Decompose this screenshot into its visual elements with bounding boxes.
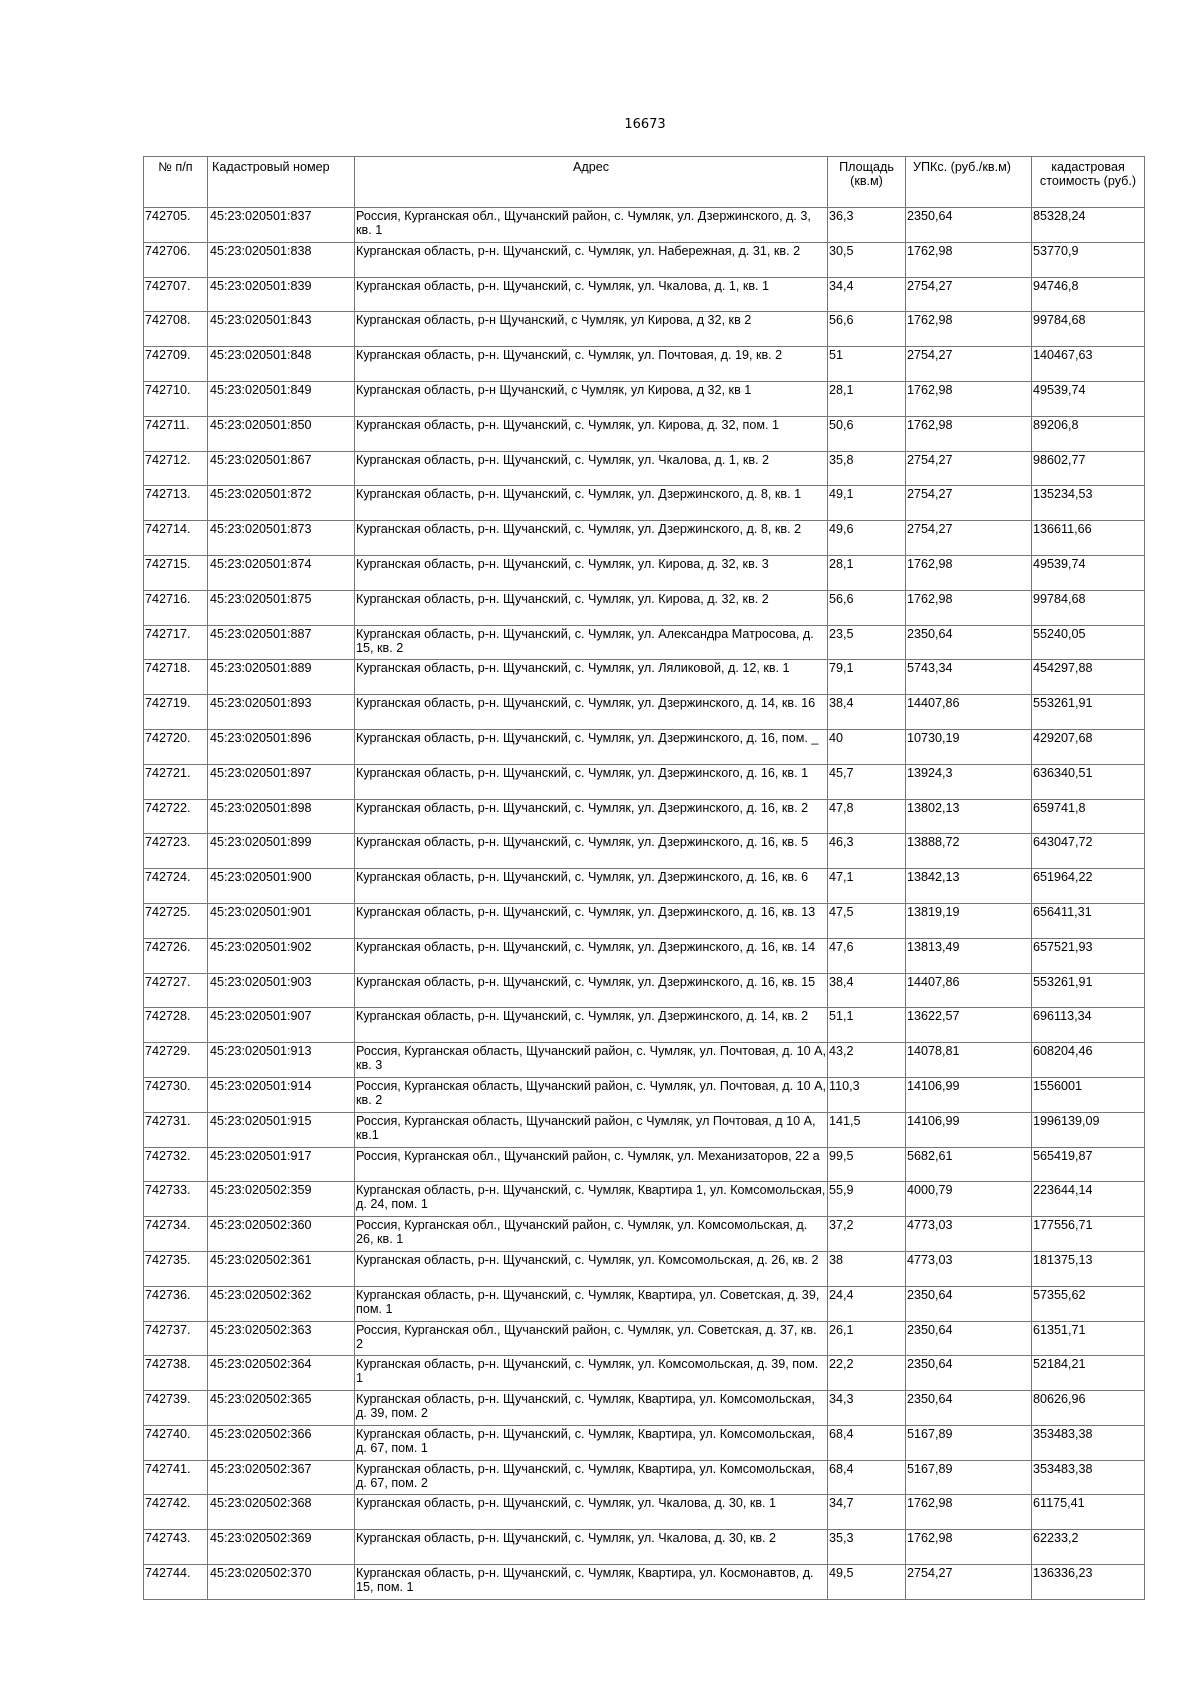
cell-cadastral-value: 659741,8 xyxy=(1032,799,1145,834)
cell-number: 742731. xyxy=(144,1112,208,1147)
cell-upks: 1762,98 xyxy=(906,1530,1032,1565)
cell-upks: 1762,98 xyxy=(906,590,1032,625)
cadastral-register-table xyxy=(143,156,1145,1600)
cell-cadastral-value: 643047,72 xyxy=(1032,834,1145,869)
cell-cadastral-value: 353483,38 xyxy=(1032,1425,1145,1460)
cell-cadastral-number: 45:23:020501:913 xyxy=(208,1043,355,1078)
cell-address: Курганская область, р-н. Щучанский, с. Чумляк, ул. Дзержинского, д. 16, кв. 6 xyxy=(355,869,828,904)
cell-cadastral-value: 98602,77 xyxy=(1032,451,1145,486)
cell-address: Курганская область, р-н. Щучанский, с. Чумляк, ул. Дзержинского, д. 16, кв. 15 xyxy=(355,973,828,1008)
page-number: 16673 xyxy=(624,117,666,132)
cell-area: 47,8 xyxy=(828,799,906,834)
table-row xyxy=(144,973,1145,1008)
cell-upks: 1762,98 xyxy=(906,242,1032,277)
cell-number: 742739. xyxy=(144,1391,208,1426)
cell-area: 79,1 xyxy=(828,660,906,695)
cell-upks: 2754,27 xyxy=(906,521,1032,556)
cell-cadastral-value: 61351,71 xyxy=(1032,1321,1145,1356)
cell-upks: 14106,99 xyxy=(906,1112,1032,1147)
cell-number: 742727. xyxy=(144,973,208,1008)
cell-address: Курганская область, р-н. Щучанский, с. Чумляк, Квартира, ул. Космонавтов, д. 15, пом. 1 xyxy=(355,1565,828,1600)
cell-area: 50,6 xyxy=(828,416,906,451)
cell-cadastral-value: 1996139,09 xyxy=(1032,1112,1145,1147)
cell-cadastral-number: 45:23:020502:368 xyxy=(208,1495,355,1530)
cell-number: 742707. xyxy=(144,277,208,312)
cell-upks: 2754,27 xyxy=(906,1565,1032,1600)
cell-cadastral-number: 45:23:020502:369 xyxy=(208,1530,355,1565)
cell-number: 742715. xyxy=(144,555,208,590)
table-row xyxy=(144,729,1145,764)
cell-cadastral-number: 45:23:020501:875 xyxy=(208,590,355,625)
cell-number: 742740. xyxy=(144,1425,208,1460)
cell-area: 38 xyxy=(828,1251,906,1286)
table-row xyxy=(144,1286,1145,1321)
table-row xyxy=(144,1460,1145,1495)
cell-address: Россия, Курганская область, Щучанский район, с Чумляк, ул Почтовая, д 10 А, кв.1 xyxy=(355,1112,828,1147)
table-row xyxy=(144,1356,1145,1391)
table-row xyxy=(144,660,1145,695)
cell-upks: 2754,27 xyxy=(906,277,1032,312)
cell-upks: 14407,86 xyxy=(906,695,1032,730)
cell-address: Россия, Курганская обл., Щучанский район, с. Чумляк, ул. Советская, д. 37, кв. 2 xyxy=(355,1321,828,1356)
cell-upks: 4773,03 xyxy=(906,1217,1032,1252)
cell-area: 34,4 xyxy=(828,277,906,312)
cell-upks: 14078,81 xyxy=(906,1043,1032,1078)
cell-number: 742721. xyxy=(144,764,208,799)
cell-upks: 13819,19 xyxy=(906,903,1032,938)
cell-address: Курганская область, р-н Щучанский, с Чумляк, ул Кирова, д 32, кв 2 xyxy=(355,312,828,347)
cell-cadastral-value: 429207,68 xyxy=(1032,729,1145,764)
cell-cadastral-number: 45:23:020501:896 xyxy=(208,729,355,764)
cell-area: 47,6 xyxy=(828,938,906,973)
cell-number: 742724. xyxy=(144,869,208,904)
table-row xyxy=(144,1530,1145,1565)
cell-number: 742729. xyxy=(144,1043,208,1078)
cell-address: Курганская область, р-н. Щучанский, с. Чумляк, ул. Кирова, д. 32, кв. 3 xyxy=(355,555,828,590)
cell-cadastral-number: 45:23:020502:370 xyxy=(208,1565,355,1600)
cell-cadastral-value: 52184,21 xyxy=(1032,1356,1145,1391)
cell-address: Курганская область, р-н. Щучанский, с. Чумляк, ул. Комсомольская, д. 39, пом. 1 xyxy=(355,1356,828,1391)
table-header-row xyxy=(144,157,1145,208)
table-row xyxy=(144,938,1145,973)
cell-number: 742719. xyxy=(144,695,208,730)
table-row xyxy=(144,799,1145,834)
cell-upks: 2754,27 xyxy=(906,347,1032,382)
cell-address: Курганская область, р-н. Щучанский, с. Чумляк, Квартира 1, ул. Комсомольская, д. 24, пом. 1 xyxy=(355,1182,828,1217)
cell-address: Курганская область, р-н. Щучанский, с. Чумляк, ул. Дзержинского, д. 16, кв. 14 xyxy=(355,938,828,973)
cell-number: 742732. xyxy=(144,1147,208,1182)
cell-area: 23,5 xyxy=(828,625,906,660)
cell-upks: 5682,61 xyxy=(906,1147,1032,1182)
cell-area: 43,2 xyxy=(828,1043,906,1078)
table-row xyxy=(144,625,1145,660)
cell-cadastral-number: 45:23:020502:365 xyxy=(208,1391,355,1426)
cell-address: Россия, Курганская обл., Щучанский район, с. Чумляк, ул. Механизаторов, 22 а xyxy=(355,1147,828,1182)
cell-upks: 4773,03 xyxy=(906,1251,1032,1286)
table-row xyxy=(144,1217,1145,1252)
cell-cadastral-number: 45:23:020501:872 xyxy=(208,486,355,521)
cell-area: 49,5 xyxy=(828,1565,906,1600)
cell-cadastral-number: 45:23:020501:873 xyxy=(208,521,355,556)
cell-cadastral-value: 99784,68 xyxy=(1032,312,1145,347)
cell-area: 51 xyxy=(828,347,906,382)
cell-address: Россия, Курганская область, Щучанский район, с. Чумляк, ул. Почтовая, д. 10 А, кв. 3 xyxy=(355,1043,828,1078)
cell-number: 742722. xyxy=(144,799,208,834)
cell-area: 55,9 xyxy=(828,1182,906,1217)
cell-cadastral-value: 85328,24 xyxy=(1032,208,1145,243)
table-row xyxy=(144,208,1145,243)
cell-upks: 1762,98 xyxy=(906,555,1032,590)
cell-address: Курганская область, р-н. Щучанский, с. Чумляк, ул. Дзержинского, д. 14, кв. 16 xyxy=(355,695,828,730)
cell-number: 742735. xyxy=(144,1251,208,1286)
cell-cadastral-value: 657521,93 xyxy=(1032,938,1145,973)
cell-upks: 5743,34 xyxy=(906,660,1032,695)
cell-address: Курганская область, р-н. Щучанский, с. Чумляк, ул. Комсомольская, д. 26, кв. 2 xyxy=(355,1251,828,1286)
cell-address: Россия, Курганская область, Щучанский район, с. Чумляк, ул. Почтовая, д. 10 А, кв. 2 xyxy=(355,1077,828,1112)
cell-area: 38,4 xyxy=(828,695,906,730)
cell-cadastral-value: 89206,8 xyxy=(1032,416,1145,451)
cell-cadastral-number: 45:23:020501:848 xyxy=(208,347,355,382)
cell-area: 38,4 xyxy=(828,973,906,1008)
cell-number: 742706. xyxy=(144,242,208,277)
table-row xyxy=(144,1321,1145,1356)
table-row xyxy=(144,381,1145,416)
cell-cadastral-number: 45:23:020502:361 xyxy=(208,1251,355,1286)
cell-area: 26,1 xyxy=(828,1321,906,1356)
cell-cadastral-value: 181375,13 xyxy=(1032,1251,1145,1286)
cell-number: 742720. xyxy=(144,729,208,764)
cell-upks: 2350,64 xyxy=(906,625,1032,660)
cell-area: 34,3 xyxy=(828,1391,906,1426)
cell-cadastral-number: 45:23:020501:850 xyxy=(208,416,355,451)
cell-number: 742736. xyxy=(144,1286,208,1321)
cell-cadastral-value: 696113,34 xyxy=(1032,1008,1145,1043)
cell-cadastral-value: 53770,9 xyxy=(1032,242,1145,277)
table-row xyxy=(144,242,1145,277)
cell-number: 742742. xyxy=(144,1495,208,1530)
table-row xyxy=(144,1008,1145,1043)
cell-address: Россия, Курганская обл., Щучанский район, с. Чумляк, ул. Дзержинского, д. 3, кв. 1 xyxy=(355,208,828,243)
cell-number: 742723. xyxy=(144,834,208,869)
cell-cadastral-number: 45:23:020501:893 xyxy=(208,695,355,730)
table-row xyxy=(144,555,1145,590)
cell-cadastral-number: 45:23:020502:364 xyxy=(208,1356,355,1391)
cell-number: 742711. xyxy=(144,416,208,451)
cell-address: Курганская область, р-н. Щучанский, с. Чумляк, ул. Набережная, д. 31, кв. 2 xyxy=(355,242,828,277)
cell-area: 35,8 xyxy=(828,451,906,486)
cell-number: 742709. xyxy=(144,347,208,382)
table-row xyxy=(144,1112,1145,1147)
cell-cadastral-number: 45:23:020501:914 xyxy=(208,1077,355,1112)
cell-address: Курганская область, р-н. Щучанский, с. Чумляк, ул. Дзержинского, д. 14, кв. 2 xyxy=(355,1008,828,1043)
cell-upks: 1762,98 xyxy=(906,416,1032,451)
cell-address: Курганская область, р-н. Щучанский, с. Чумляк, Квартира, ул. Советская, д. 39, пом. 1 xyxy=(355,1286,828,1321)
cell-cadastral-value: 553261,91 xyxy=(1032,973,1145,1008)
table-row xyxy=(144,1391,1145,1426)
cell-area: 49,1 xyxy=(828,486,906,521)
table-row xyxy=(144,1182,1145,1217)
cell-upks: 14407,86 xyxy=(906,973,1032,1008)
cell-upks: 1762,98 xyxy=(906,1495,1032,1530)
cell-upks: 13842,13 xyxy=(906,869,1032,904)
cell-upks: 14106,99 xyxy=(906,1077,1032,1112)
cell-area: 51,1 xyxy=(828,1008,906,1043)
table-row xyxy=(144,903,1145,938)
table-row xyxy=(144,312,1145,347)
cell-upks: 13924,3 xyxy=(906,764,1032,799)
cell-cadastral-number: 45:23:020501:898 xyxy=(208,799,355,834)
cell-cadastral-value: 136336,23 xyxy=(1032,1565,1145,1600)
cell-cadastral-number: 45:23:020501:897 xyxy=(208,764,355,799)
cell-cadastral-value: 99784,68 xyxy=(1032,590,1145,625)
cell-number: 742738. xyxy=(144,1356,208,1391)
table-row xyxy=(144,486,1145,521)
header-area: Площадь (кв.м) xyxy=(828,157,906,208)
cell-number: 742714. xyxy=(144,521,208,556)
cell-cadastral-number: 45:23:020501:899 xyxy=(208,834,355,869)
cell-address: Курганская область, р-н. Щучанский, с. Чумляк, Квартира, ул. Комсомольская, д. 39, пом. 2 xyxy=(355,1391,828,1426)
cell-number: 742718. xyxy=(144,660,208,695)
cell-cadastral-value: 49539,74 xyxy=(1032,381,1145,416)
cell-area: 35,3 xyxy=(828,1530,906,1565)
cell-cadastral-value: 553261,91 xyxy=(1032,695,1145,730)
cell-cadastral-number: 45:23:020502:366 xyxy=(208,1425,355,1460)
cell-cadastral-number: 45:23:020501:901 xyxy=(208,903,355,938)
cell-address: Россия, Курганская обл., Щучанский район, с. Чумляк, ул. Комсомольская, д. 26, кв. 1 xyxy=(355,1217,828,1252)
cell-cadastral-value: 177556,71 xyxy=(1032,1217,1145,1252)
table-row xyxy=(144,416,1145,451)
cell-cadastral-number: 45:23:020501:915 xyxy=(208,1112,355,1147)
cell-cadastral-value: 135234,53 xyxy=(1032,486,1145,521)
cell-area: 28,1 xyxy=(828,381,906,416)
cell-number: 742737. xyxy=(144,1321,208,1356)
table-row xyxy=(144,1147,1145,1182)
cell-cadastral-number: 45:23:020501:839 xyxy=(208,277,355,312)
table-row xyxy=(144,1425,1145,1460)
cell-number: 742744. xyxy=(144,1565,208,1600)
cell-number: 742726. xyxy=(144,938,208,973)
cell-cadastral-number: 45:23:020501:900 xyxy=(208,869,355,904)
cell-upks: 2754,27 xyxy=(906,486,1032,521)
cell-address: Курганская область, р-н. Щучанский, с. Чумляк, ул. Дзержинского, д. 16, пом. _ xyxy=(355,729,828,764)
cell-area: 37,2 xyxy=(828,1217,906,1252)
cell-upks: 1762,98 xyxy=(906,312,1032,347)
cell-area: 30,5 xyxy=(828,242,906,277)
table-row xyxy=(144,1043,1145,1078)
cell-upks: 13802,13 xyxy=(906,799,1032,834)
cell-upks: 2350,64 xyxy=(906,208,1032,243)
cell-area: 56,6 xyxy=(828,590,906,625)
cell-area: 46,3 xyxy=(828,834,906,869)
cell-upks: 2350,64 xyxy=(906,1321,1032,1356)
cell-number: 742734. xyxy=(144,1217,208,1252)
cell-upks: 4000,79 xyxy=(906,1182,1032,1217)
cell-number: 742717. xyxy=(144,625,208,660)
cell-area: 24,4 xyxy=(828,1286,906,1321)
cell-cadastral-value: 656411,31 xyxy=(1032,903,1145,938)
cell-number: 742705. xyxy=(144,208,208,243)
cell-cadastral-value: 136611,66 xyxy=(1032,521,1145,556)
cell-area: 68,4 xyxy=(828,1425,906,1460)
cell-upks: 2754,27 xyxy=(906,451,1032,486)
table-row xyxy=(144,451,1145,486)
cell-number: 742708. xyxy=(144,312,208,347)
cell-area: 56,6 xyxy=(828,312,906,347)
cell-number: 742710. xyxy=(144,381,208,416)
cell-address: Курганская область, р-н. Щучанский, с. Чумляк, ул. Дзержинского, д. 8, кв. 1 xyxy=(355,486,828,521)
cell-number: 742743. xyxy=(144,1530,208,1565)
cell-cadastral-number: 45:23:020501:907 xyxy=(208,1008,355,1043)
header-cadastral-value: кадастровая стоимость (руб.) xyxy=(1032,157,1145,208)
cell-address: Курганская область, р-н. Щучанский, с. Чумляк, ул. Ляликовой, д. 12, кв. 1 xyxy=(355,660,828,695)
cell-cadastral-value: 223644,14 xyxy=(1032,1182,1145,1217)
cell-cadastral-value: 49539,74 xyxy=(1032,555,1145,590)
cell-address: Курганская область, р-н. Щучанский, с. Чумляк, ул. Александра Матросова, д. 15, кв. 2 xyxy=(355,625,828,660)
cell-area: 45,7 xyxy=(828,764,906,799)
cell-cadastral-number: 45:23:020501:889 xyxy=(208,660,355,695)
cell-cadastral-number: 45:23:020501:867 xyxy=(208,451,355,486)
cell-cadastral-value: 140467,63 xyxy=(1032,347,1145,382)
cell-address: Курганская область, р-н. Щучанский, с. Чумляк, Квартира, ул. Комсомольская, д. 67, пом. 2 xyxy=(355,1460,828,1495)
cell-upks: 2350,64 xyxy=(906,1356,1032,1391)
cell-area: 47,1 xyxy=(828,869,906,904)
cell-number: 742713. xyxy=(144,486,208,521)
header-cadastral-number: Кадастровый номер xyxy=(208,157,355,208)
cell-number: 742725. xyxy=(144,903,208,938)
cell-cadastral-value: 651964,22 xyxy=(1032,869,1145,904)
cell-address: Курганская область, р-н. Щучанский, с. Чумляк, ул. Дзержинского, д. 16, кв. 13 xyxy=(355,903,828,938)
cell-area: 99,5 xyxy=(828,1147,906,1182)
cell-number: 742741. xyxy=(144,1460,208,1495)
cell-cadastral-number: 45:23:020501:838 xyxy=(208,242,355,277)
table-row xyxy=(144,277,1145,312)
cell-address: Курганская область, р-н. Щучанский, с. Чумляк, ул. Дзержинского, д. 16, кв. 5 xyxy=(355,834,828,869)
table-row xyxy=(144,521,1145,556)
cell-area: 141,5 xyxy=(828,1112,906,1147)
table-row xyxy=(144,1251,1145,1286)
cell-upks: 13888,72 xyxy=(906,834,1032,869)
cell-cadastral-value: 353483,38 xyxy=(1032,1460,1145,1495)
table-row xyxy=(144,695,1145,730)
cell-number: 742716. xyxy=(144,590,208,625)
cell-address: Курганская область, р-н Щучанский, с Чумляк, ул Кирова, д 32, кв 1 xyxy=(355,381,828,416)
cell-number: 742730. xyxy=(144,1077,208,1112)
table-row xyxy=(144,869,1145,904)
cell-area: 110,3 xyxy=(828,1077,906,1112)
cell-upks: 10730,19 xyxy=(906,729,1032,764)
table-row xyxy=(144,834,1145,869)
cell-cadastral-number: 45:23:020502:363 xyxy=(208,1321,355,1356)
table-row xyxy=(144,347,1145,382)
cell-cadastral-value: 80626,96 xyxy=(1032,1391,1145,1426)
cell-cadastral-value: 565419,87 xyxy=(1032,1147,1145,1182)
cell-area: 28,1 xyxy=(828,555,906,590)
cell-number: 742733. xyxy=(144,1182,208,1217)
cell-cadastral-value: 62233,2 xyxy=(1032,1530,1145,1565)
cell-address: Курганская область, р-н. Щучанский, с. Чумляк, ул. Чкалова, д. 30, кв. 1 xyxy=(355,1495,828,1530)
cell-cadastral-number: 45:23:020502:359 xyxy=(208,1182,355,1217)
table-row xyxy=(144,590,1145,625)
cell-upks: 2350,64 xyxy=(906,1391,1032,1426)
cell-cadastral-number: 45:23:020502:367 xyxy=(208,1460,355,1495)
cell-cadastral-number: 45:23:020501:887 xyxy=(208,625,355,660)
cell-address: Курганская область, р-н. Щучанский, с. Чумляк, ул. Кирова, д. 32, пом. 1 xyxy=(355,416,828,451)
table-row xyxy=(144,1565,1145,1600)
cell-cadastral-value: 636340,51 xyxy=(1032,764,1145,799)
cell-address: Курганская область, р-н. Щучанский, с. Чумляк, ул. Чкалова, д. 30, кв. 2 xyxy=(355,1530,828,1565)
cell-address: Курганская область, р-н. Щучанский, с. Чумляк, ул. Дзержинского, д. 16, кв. 1 xyxy=(355,764,828,799)
cell-upks: 13622,57 xyxy=(906,1008,1032,1043)
cell-cadastral-number: 45:23:020502:362 xyxy=(208,1286,355,1321)
cell-number: 742712. xyxy=(144,451,208,486)
table-row xyxy=(144,1077,1145,1112)
cell-address: Курганская область, р-н. Щучанский, с. Чумляк, Квартира, ул. Комсомольская, д. 67, пом. 1 xyxy=(355,1425,828,1460)
table-row xyxy=(144,764,1145,799)
cell-cadastral-number: 45:23:020502:360 xyxy=(208,1217,355,1252)
cell-cadastral-value: 55240,05 xyxy=(1032,625,1145,660)
table-row xyxy=(144,1495,1145,1530)
cell-cadastral-value: 57355,62 xyxy=(1032,1286,1145,1321)
cell-cadastral-number: 45:23:020501:917 xyxy=(208,1147,355,1182)
cell-upks: 1762,98 xyxy=(906,381,1032,416)
cell-cadastral-number: 45:23:020501:843 xyxy=(208,312,355,347)
cell-upks: 5167,89 xyxy=(906,1425,1032,1460)
header-upks: УПКс. (руб./кв.м) xyxy=(906,157,1032,208)
cell-number: 742728. xyxy=(144,1008,208,1043)
cell-area: 68,4 xyxy=(828,1460,906,1495)
cell-address: Курганская область, р-н. Щучанский, с. Чумляк, ул. Кирова, д. 32, кв. 2 xyxy=(355,590,828,625)
cell-address: Курганская область, р-н. Щучанский, с. Чумляк, ул. Чкалова, д. 1, кв. 2 xyxy=(355,451,828,486)
cell-address: Курганская область, р-н. Щучанский, с. Чумляк, ул. Дзержинского, д. 8, кв. 2 xyxy=(355,521,828,556)
header-address: Адрес xyxy=(355,157,828,208)
cell-area: 34,7 xyxy=(828,1495,906,1530)
cell-cadastral-value: 94746,8 xyxy=(1032,277,1145,312)
cell-upks: 2350,64 xyxy=(906,1286,1032,1321)
cell-cadastral-number: 45:23:020501:837 xyxy=(208,208,355,243)
cell-area: 36,3 xyxy=(828,208,906,243)
cell-address: Курганская область, р-н. Щучанский, с. Чумляк, ул. Почтовая, д. 19, кв. 2 xyxy=(355,347,828,382)
cell-cadastral-number: 45:23:020501:874 xyxy=(208,555,355,590)
cell-cadastral-value: 1556001 xyxy=(1032,1077,1145,1112)
cell-upks: 5167,89 xyxy=(906,1460,1032,1495)
cell-cadastral-number: 45:23:020501:902 xyxy=(208,938,355,973)
header-number: № п/п xyxy=(144,157,208,208)
cell-area: 49,6 xyxy=(828,521,906,556)
cell-area: 22,2 xyxy=(828,1356,906,1391)
cell-area: 47,5 xyxy=(828,903,906,938)
cell-cadastral-value: 608204,46 xyxy=(1032,1043,1145,1078)
cell-cadastral-number: 45:23:020501:849 xyxy=(208,381,355,416)
cell-address: Курганская область, р-н. Щучанский, с. Чумляк, ул. Чкалова, д. 1, кв. 1 xyxy=(355,277,828,312)
cell-area: 40 xyxy=(828,729,906,764)
cell-cadastral-value: 61175,41 xyxy=(1032,1495,1145,1530)
cell-cadastral-value: 454297,88 xyxy=(1032,660,1145,695)
cell-cadastral-number: 45:23:020501:903 xyxy=(208,973,355,1008)
cell-upks: 13813,49 xyxy=(906,938,1032,973)
cell-address: Курганская область, р-н. Щучанский, с. Чумляк, ул. Дзержинского, д. 16, кв. 2 xyxy=(355,799,828,834)
